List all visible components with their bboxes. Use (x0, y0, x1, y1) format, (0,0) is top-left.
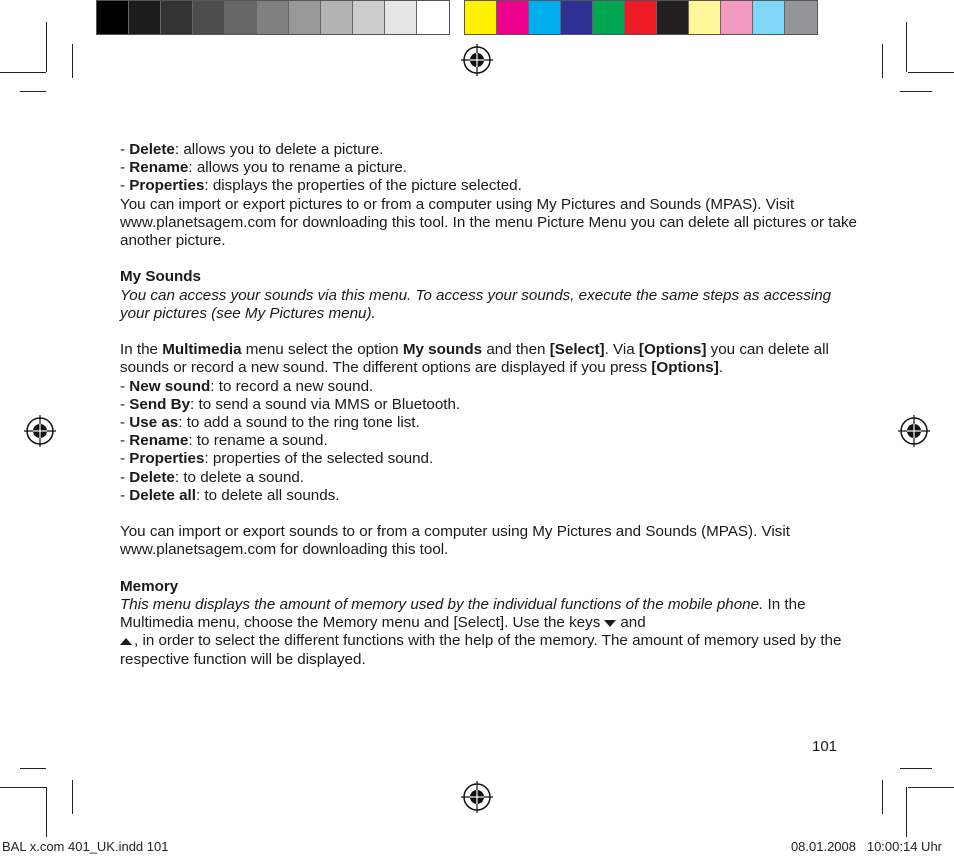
color-swatch (497, 1, 529, 34)
footer-timestamp: 08.01.2008 10:00:14 Uhr (790, 839, 942, 854)
gray-swatch (417, 1, 449, 34)
option-item: - Delete: allows you to delete a picture. (120, 141, 384, 158)
color-calibration-bar (96, 0, 818, 35)
gray-swatch (129, 1, 161, 34)
footer-file-info: BAL x.com 401_UK.indd 101 (2, 839, 169, 854)
option-item: - Properties: properties of the selected sound. (120, 450, 434, 468)
gray-swatch (161, 1, 193, 34)
gray-swatch (257, 1, 289, 34)
gray-swatch (385, 1, 417, 34)
sounds-import-paragraph: You can import or export sounds to or from a computer using My Pictures and Sounds (MPAS). Visit www.planetsagem.com for downloading this tool. (120, 523, 790, 559)
color-swatch (465, 1, 497, 34)
option-item: - Rename: to rename a sound. (120, 432, 328, 450)
gray-swatch (225, 1, 257, 34)
color-swatch (529, 1, 561, 34)
arrow-down-key-icon (604, 620, 616, 627)
gray-swatch (321, 1, 353, 34)
page-number: 101 (812, 738, 838, 755)
option-item: - Use as: to add a sound to the ring tone list. (120, 414, 420, 432)
color-swatch (593, 1, 625, 34)
option-item: - Delete: to delete a sound. (120, 468, 305, 486)
registration-mark-bottom-icon (461, 781, 493, 813)
memory-paragraph: This menu displays the amount of memory used by the individual functions of the mobile phone. In the Multimedia menu, choose the Memory menu and [Select]. Use the keys and , in order to select the different functions with the help of the memory. The amount of memory used by the respective function will be displayed. (120, 596, 842, 668)
my-sounds-instructions: In the Multimedia menu select the option My sounds and then [Select]. Via [Options] you can delete all sounds or record a new sound. The different options are displayed if you press [Options]. (120, 341, 829, 377)
my-sounds-intro: You can access your sounds via this menu. To access your sounds, execute the same steps as accessing your pictures (see My Pictures menu). (120, 286, 832, 322)
registration-mark-top-icon (461, 44, 493, 76)
gray-swatch (289, 1, 321, 34)
section-heading-memory: Memory (120, 577, 179, 595)
option-item: - Delete all: to delete all sounds. (120, 486, 340, 504)
color-swatch (689, 1, 721, 34)
section-heading-my-sounds: My Sounds (120, 268, 202, 286)
color-swatch (625, 1, 657, 34)
registration-mark-right-icon (898, 415, 930, 447)
option-item: - Properties: displays the properties of the picture selected. (120, 177, 522, 195)
color-swatches (464, 0, 818, 35)
gray-swatch (97, 1, 129, 34)
color-swatch (721, 1, 753, 34)
gray-swatch (193, 1, 225, 34)
grayscale-swatches (96, 0, 450, 35)
color-swatch (785, 1, 817, 34)
registration-mark-left-icon (24, 415, 56, 447)
gray-swatch (353, 1, 385, 34)
pictures-import-paragraph: You can import or export pictures to or from a computer using My Pictures and Sounds (MPAS). Visit www.planetsagem.com for downloading this tool. In the menu Picture Menu you can delete all pictures or take another picture. (120, 195, 857, 250)
page-content (120, 141, 860, 669)
color-swatch (657, 1, 689, 34)
option-item: - Send By: to send a sound via MMS or Bluetooth. (120, 395, 461, 413)
arrow-up-key-icon (120, 638, 132, 645)
option-item: - New sound: to record a new sound. (120, 377, 374, 395)
option-item: - Rename: allows you to rename a picture. (120, 159, 408, 177)
color-swatch (561, 1, 593, 34)
color-swatch (753, 1, 785, 34)
